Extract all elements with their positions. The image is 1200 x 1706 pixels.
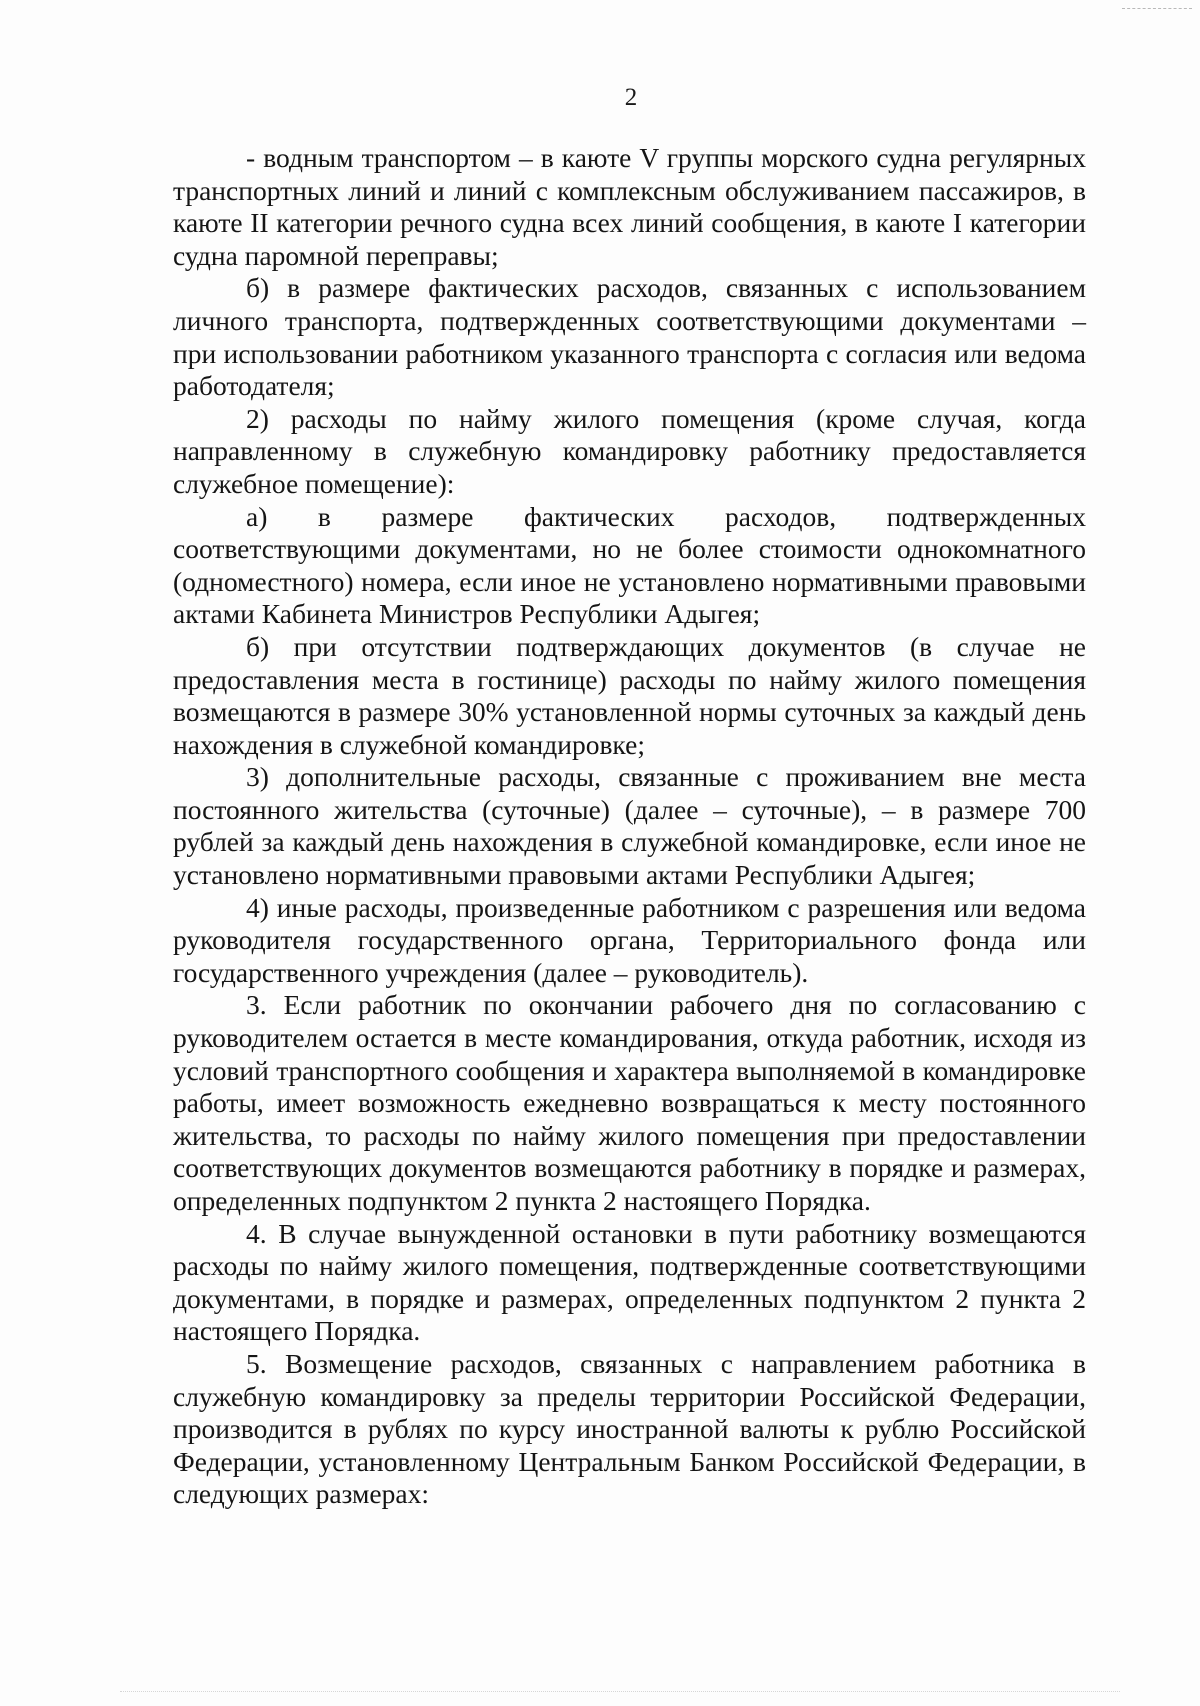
paragraph-water-transport: - водным транспортом – в каюте V группы морского судна регулярных транспортных линий и линий с комплексным обслуживанием пассажиров, в каюте II категории речного судна всех линий сообщения, в каюте I категории судна паромной переправы; xyxy=(173,142,1086,271)
document-body xyxy=(173,142,1086,1511)
paragraph-personal-transport: б) в размере фактических расходов, связанных с использованием личного транспорта, подтвержденных соответствующими документами – при использовании работником указанного транспорта с согласия или ведома работодателя; xyxy=(173,272,1086,402)
paragraph-housing-no-documents: б) при отсутствии подтверждающих документов (в случае не предоставления места в гостинице) расходы по найму жилого помещения возмещаются в размере 30% установленной нормы суточных за каждый день нахождения в служебной командировке; xyxy=(173,630,1086,760)
paragraph-housing-expenses: 2) расходы по найму жилого помещения (кроме случая, когда направленному в служебную командировку работнику предоставляется служебное помещение): xyxy=(173,402,1086,499)
paragraph-other-expenses: 4) иные расходы, произведенные работником с разрешения или ведома руководителя государственного органа, Территориального фонда или государственного учреждения (далее – руководитель). xyxy=(173,891,1086,988)
paragraph-section-5: 5. Возмещение расходов, связанных с направлением работника в служебную командировку за пределы территории Российской Федерации, производится в рублях по курсу иностранной валюты к рублю Российской Федерации, установленному Центральным Банком Российской Федерации, в следующих размерах: xyxy=(173,1347,1086,1510)
paragraph-daily-allowance: 3) дополнительные расходы, связанные с проживанием вне места постоянного жительства (суточные) (далее – суточные), – в размере 700 рублей за каждый день нахождения в служебной командировке, если иное не установлено нормативными правовыми актами Республики Адыгея; xyxy=(173,761,1086,891)
paragraph-section-3: 3. Если работник по окончании рабочего дня по согласованию с руководителем остается в месте командирования, откуда работник, исходя из условий транспортного сообщения и характера выполняемой в командировке работы, имеет возможность ежедневно возвращаться к месту постоянного жительства, то расходы по найму жилого помещения при предоставлении соответствующих документов возмещаются работнику в порядке и размерах, определенных подпунктом 2 пункта 2 настоящего Порядка. xyxy=(173,989,1086,1216)
paragraph-housing-actual-costs: а) в размере фактических расходов, подтвержденных соответствующими документами, но не более стоимости однокомнатного (одноместного) номера, если иное не установлено нормативными правовыми актами Кабинета Министров Республики Адыгея; xyxy=(173,500,1086,630)
scan-bottom-artifact xyxy=(120,1691,1120,1692)
page-number: 2 xyxy=(624,84,638,111)
scan-edge-mark xyxy=(1122,8,1192,11)
paragraph-section-4: 4. В случае вынужденной остановки в пути работнику возмещаются расходы по найму жилого помещения, подтвержденные соответствующими документами, в порядке и размерах, определенных подпунктом 2 пункта 2 настоящего Порядка. xyxy=(173,1217,1086,1347)
